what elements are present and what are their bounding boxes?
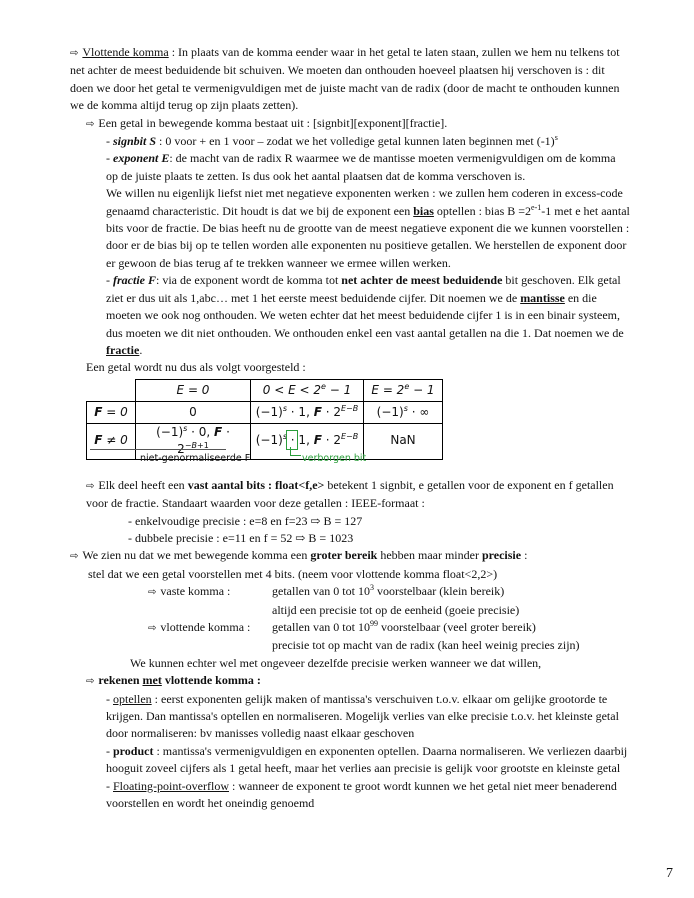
paragraph-vlottende-komma: ⇨ Vlottende komma : In plaats van de komma eender waar in het getal te laten staan, zullen we hem nu telkens tot net achter de meest beduidende bit schuiven. We moeten dan onthouden hoeveel plaatsen hij verschoven is : dit doen we door het getal te vermenigvuldigen met de juiste macht van de radix (door de macht te onthouden kunnen we de komma altijd terug op zijn plaats zetten). [70, 44, 630, 115]
table-cell: $(-1)^s$ · ∞ [364, 401, 443, 423]
vaste-komma-label: ⇨ vaste komma : [148, 583, 272, 601]
paragraph-signbit: - signbit S : 0 voor + en 1 voor – zodat we het volledige getal kunnen laten beginnen met $(-1)^s$ [106, 133, 558, 149]
note-hidden-bit: verborgen bit [302, 452, 367, 464]
vlottende-komma-line2: precisie tot op macht van de radix (kan heel weinig precies zijn) [272, 638, 580, 653]
table-cell: $(-1)^s \cdot 0$, $F \cdot 2^{-B+1}$ [136, 423, 251, 459]
paragraph-fractie: - fractie F: via de exponent wordt de komma tot net achter de meest beduidende bit geschoven. Elk getal ziet er dus uit als 1,abc… met 1 het eerste meest beduidende cijfer. Dit noemen we de mantisse en die moeten we ook nog onthouden. We weten echter dat het meest beduidende cijfer 1 is in een binair systeem, dus moeten we dit niet onthouden. We onthouden enkel een vast aantal getallen na die 1. Dat noemen we de fractie. [106, 273, 624, 357]
table-corner [87, 379, 136, 401]
representation-table [86, 379, 443, 460]
vlottende-komma-row [70, 619, 630, 637]
table-header: $0 < E < 2^e - 1$ [251, 379, 364, 401]
paragraph-exponent: - exponent E: de macht van de radix R waarmee we de mantisse moeten vermenigvuldigen om de komma op de juiste plaats te zetten. Is dus ook het aantal plaatsen dat de komma verschoven is. [106, 151, 616, 183]
table-row [87, 401, 443, 423]
paragraph-structure: ⇨ Een getal in bewegende komma bestaat uit : [signbit][exponent][fractie]. [70, 115, 630, 133]
vaste-komma-row [70, 583, 630, 601]
ieee-double: - dubbele precisie : e=11 en f = 52 ⇨ B = 1023 [128, 530, 354, 545]
note-denormalized: niet-genormaliseerde F [140, 452, 251, 464]
table-intro: Een getal wordt nu dus als volgt voorgesteld : [86, 360, 306, 375]
paragraph-bias: We willen nu eigenlijk liefst niet met negatieve exponenten werken : we zullen hem coderen in excess-code genaamd characteristic. Dit houdt is dat we bij de exponent een bias optellen : bias $B =2^{e-1}-1$ met e het aantal bits voor de fractie. De bias heeft nu de grootte van de meest negatieve exponent die we kunnen voorstellen : door er de bias bij op te tellen worden alle exponenten nu positieve getallen. We herstellen de exponent door er gewoon de bias terug af te trekken wanneer we ermee willen werken. [106, 186, 630, 270]
vaste-komma-line1: getallen van 0 tot $10^3$ voorstelbaar (klein bereik) [272, 583, 505, 599]
heading-rekenen: ⇨ rekenen met vlottende komma : [70, 672, 630, 690]
table-cell: $(-1)^s \cdot 1$, $F \cdot 2^{E-B}$ [251, 401, 364, 423]
table-cell: $(-1)^s \cdot 1$, $F \cdot 2^{E-B}$ [251, 423, 364, 459]
representation-table-wrap [70, 379, 630, 477]
table-cell: NaN [364, 423, 443, 459]
page-number: 7 [666, 866, 673, 881]
table-row-label: F ≠ 0 [87, 423, 136, 459]
paragraph-product: - product : mantissa's vermenigvuldigen en exponenten optellen. Daarna normaliseren. We verliezen daarbij hooguit zoveel cijfers als 1 getal heeft, maar het verlies aan precisie is gelijk voor grootste en kleinste getal [106, 743, 628, 776]
page-body [70, 44, 630, 812]
ieee-single: - enkelvoudige precisie : e=8 en f=23 ⇨ B = 127 [128, 513, 363, 528]
table-header: E = 0 [136, 379, 251, 401]
term-vlottende-komma: Vlottende komma [82, 45, 169, 59]
vlottende-komma-line1: getallen van 0 tot $10^{99}$ voorstelbaar (veel groter bereik) [272, 618, 536, 634]
paragraph-example: stel dat we een getal voorstellen met 4 bits. (neem voor vlottende komma float<2,2>) [88, 566, 498, 581]
table-row-label: F = 0 [87, 401, 136, 423]
paragraph-optellen: - optellen : eerst exponenten gelijk maken of mantissa's verschuiven t.o.v. elkaar om gelijke grootorde te krijgen. Dan mantissa's optellen en normaliseren. Mogelijk verlies van elke precisie t.o.v. het kleinste getal door normaliseren: bv manisses volledig naast elkaar geschoven [106, 691, 619, 741]
table-header: $E = 2^e - 1$ [364, 379, 443, 401]
table-cell: 0 [136, 401, 251, 423]
paragraph-bits: ⇨ Elk deel heeft een vast aantal bits : float<f,e> betekent 1 signbit, e getallen voor de exponent en f getallen voor de fractie. Standaart waarden voor deze getallen : IEEE-formaat : [70, 477, 630, 513]
vaste-komma-line2: altijd een precisie tot op de eenheid (goeie precisie) [272, 602, 520, 617]
paragraph-echter: We kunnen echter wel met ongeveer dezelfde precisie werken wanneer we dat willen, [130, 655, 542, 670]
vlottende-komma-label: ⇨ vlottende komma : [148, 619, 272, 637]
paragraph-overflow: - Floating-point-overflow : wanneer de exponent te groot wordt kunnen we het getal niet meer benaderend voorstellen en wordt het oneindig genoemd [106, 778, 617, 811]
paragraph-groter-bereik: ⇨ We zien nu dat we met bewegende komma een groter bereik hebben maar minder precisie : [70, 547, 630, 565]
table-header-row [87, 379, 443, 401]
hidden-bit-arrow [290, 447, 301, 456]
